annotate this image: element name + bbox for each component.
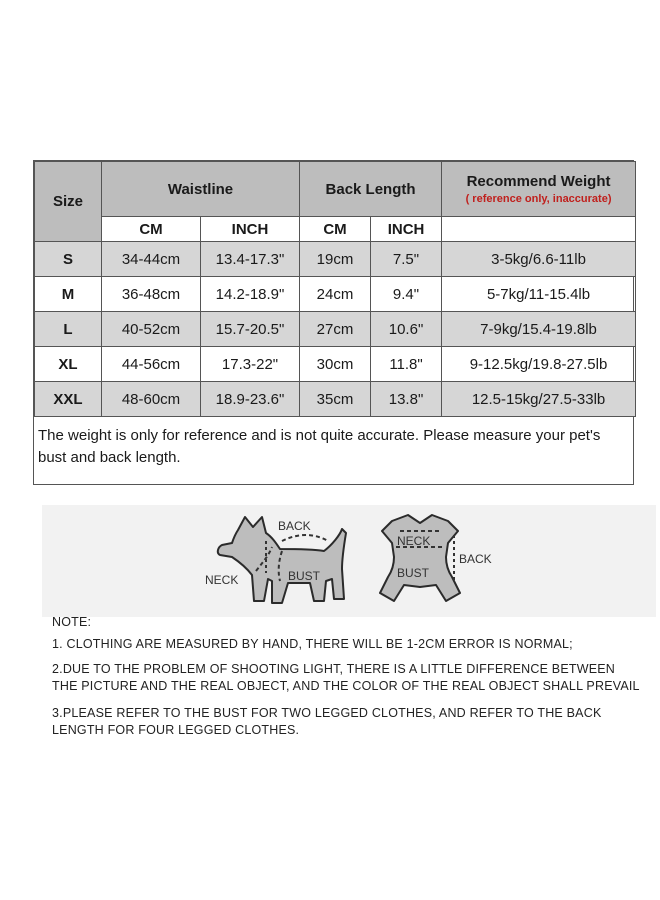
cell-waist-inch: 17.3-22": [201, 347, 300, 382]
dog-neck-label: NECK: [205, 573, 239, 587]
subheader-back-inch: INCH: [371, 217, 442, 242]
cell-back-inch: 11.8": [371, 347, 442, 382]
cell-waist-cm: 40-52cm: [102, 312, 201, 347]
cell-size: S: [35, 242, 102, 277]
cell-back-cm: 27cm: [300, 312, 371, 347]
cell-waist-cm: 34-44cm: [102, 242, 201, 277]
pet-clothing-icon: [380, 515, 460, 601]
cell-back-cm: 19cm: [300, 242, 371, 277]
subheader-weight-blank: [442, 217, 636, 242]
dog-bust-label: BUST: [288, 569, 321, 583]
subheader-waist-inch: INCH: [201, 217, 300, 242]
cell-waist-inch: 18.9-23.6": [201, 382, 300, 417]
cell-waist-cm: 44-56cm: [102, 347, 201, 382]
cell-size: XXL: [35, 382, 102, 417]
cell-weight: 12.5-15kg/27.5-33lb: [442, 382, 636, 417]
header-back-length: Back Length: [300, 162, 442, 217]
cell-size: M: [35, 277, 102, 312]
header-waistline: Waistline: [102, 162, 300, 217]
cell-size: L: [35, 312, 102, 347]
clothing-neck-label: NECK: [397, 534, 431, 548]
cell-waist-cm: 36-48cm: [102, 277, 201, 312]
cell-weight: 5-7kg/11-15.4lb: [442, 277, 636, 312]
table-row: [35, 347, 636, 382]
size-chart: [33, 160, 634, 485]
subheader-waist-cm: CM: [102, 217, 201, 242]
note-item-2: 2.DUE TO THE PROBLEM OF SHOOTING LIGHT, THERE IS A LITTLE DIFFERENCE BETWEEN THE PICTURE AND THE REAL OBJECT, AND THE COLOR OF THE REAL OBJECT SHALL PREVAIL: [52, 662, 640, 693]
measurement-diagram: [42, 505, 656, 617]
cell-back-inch: 9.4": [371, 277, 442, 312]
clothing-back-label: BACK: [459, 552, 492, 566]
table-row: [35, 312, 636, 347]
recommend-weight-title: Recommend Weight: [466, 173, 611, 190]
cell-weight: 3-5kg/6.6-11lb: [442, 242, 636, 277]
size-table: [34, 161, 636, 417]
cell-back-inch: 7.5": [371, 242, 442, 277]
weight-reference-note: The weight is only for reference and is not quite accurate. Please measure your pet's bust and back length.: [38, 427, 601, 466]
notes-title: NOTE:: [52, 615, 92, 629]
table-row: [35, 242, 636, 277]
table-header-row: [35, 162, 636, 217]
dog-back-label: BACK: [278, 519, 311, 533]
table-row: [35, 382, 636, 417]
measurement-diagram-svg: [42, 505, 656, 617]
recommend-weight-note: ( reference only, inaccurate): [465, 193, 612, 205]
cell-waist-inch: 14.2-18.9": [201, 277, 300, 312]
cell-back-cm: 30cm: [300, 347, 371, 382]
header-recommend-weight: [442, 162, 636, 217]
cell-size: XL: [35, 347, 102, 382]
cell-back-inch: 13.8": [371, 382, 442, 417]
note-item-3: 3.PLEASE REFER TO THE BUST FOR TWO LEGGED CLOTHES, AND REFER TO THE BACK LENGTH FOR FOUR LEGGED CLOTHES.: [52, 706, 602, 737]
cell-weight: 7-9kg/15.4-19.8lb: [442, 312, 636, 347]
cell-waist-inch: 13.4-17.3": [201, 242, 300, 277]
table-row: [35, 277, 636, 312]
subheader-back-cm: CM: [300, 217, 371, 242]
table-subheader-row: [35, 217, 636, 242]
cell-waist-inch: 15.7-20.5": [201, 312, 300, 347]
cell-back-cm: 35cm: [300, 382, 371, 417]
cell-weight: 9-12.5kg/19.8-27.5lb: [442, 347, 636, 382]
cell-back-inch: 10.6": [371, 312, 442, 347]
clothing-bust-label: BUST: [397, 566, 430, 580]
note-item-1: 1. CLOTHING ARE MEASURED BY HAND, THERE WILL BE 1-2CM ERROR IS NORMAL;: [52, 637, 573, 651]
cell-waist-cm: 48-60cm: [102, 382, 201, 417]
notes-section: [52, 615, 642, 739]
header-size: Size: [35, 162, 102, 242]
cell-back-cm: 24cm: [300, 277, 371, 312]
